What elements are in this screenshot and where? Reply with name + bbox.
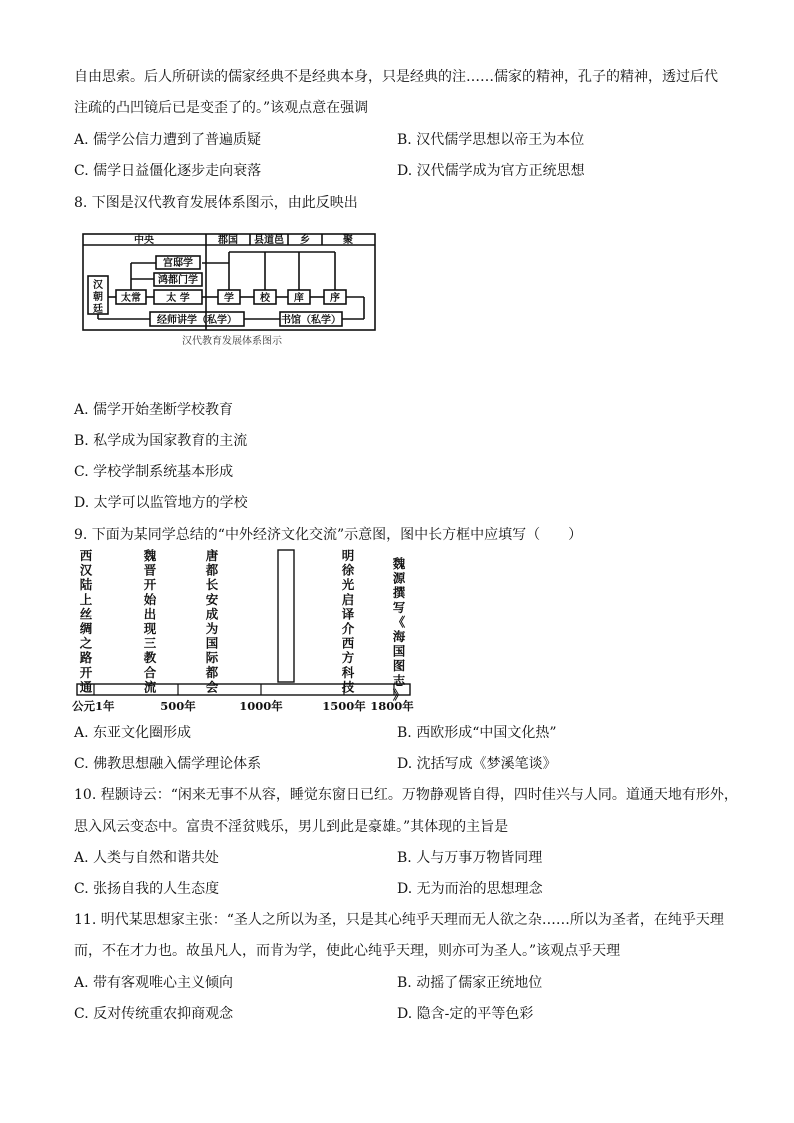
q8-option-a: A. 儒学开始垄断学校教育: [74, 402, 234, 418]
q7-stem-line1: 自由思索。后人所研读的儒家经典不是经典本身，只是经典的注……儒家的精神，孔子的精神，透过后代: [74, 69, 718, 85]
hongdu-label: 鸿都门学: [158, 275, 198, 286]
q7-stem-line2: 注疏的凸凹镜后已是变歪了的。”该观点意在强调: [74, 100, 369, 116]
event-silk-road: 西汉陆上丝绸之路开通: [79, 548, 93, 695]
q10-option-c: C. 张扬自我的人生态度: [74, 881, 220, 897]
local-xiao-label: 校: [260, 293, 270, 304]
emperor-char-3: 廷: [93, 304, 103, 315]
q10-stem-line1: 10. 程颢诗云：“闲来无事不从容，睡觉东窗日已红。万物静观皆自得，四时佳兴与人同。道通天地有形外，: [74, 787, 738, 803]
q9-option-a: A. 东亚文化圈形成: [74, 725, 192, 741]
q7-option-d: D. 汉代儒学成为官方正统思想: [397, 163, 585, 179]
tick-1500: 1500年: [322, 699, 366, 713]
education-system-diagram: [82, 232, 378, 348]
tick-1ad: 公元1年: [72, 699, 115, 713]
header-township: 乡: [300, 235, 310, 246]
q10-option-d: D. 无为而治的思想理念: [397, 881, 543, 897]
q10-option-a: A. 人类与自然和谐共处: [74, 850, 220, 866]
jingshi-label: 经师讲学（私学）: [157, 315, 237, 326]
local-xue-label: 学: [224, 293, 234, 304]
q7-option-b: B. 汉代儒学思想以帝王为本位: [397, 132, 585, 148]
q11-stem-line2: 而，不在才力也。故虽凡人，而肯为学，使此心纯乎天理，则亦可为圣人。”该观点乎天理: [74, 943, 621, 959]
tick-1000: 1000年: [239, 699, 283, 713]
emperor-char-2: 朝: [93, 292, 103, 303]
header-village: 聚: [343, 235, 353, 246]
q8-option-c: C. 学校学制系统基本形成: [74, 464, 234, 480]
event-changan: 唐都长安成为国际都会: [205, 548, 219, 695]
q11-option-d: D. 隐含-定的平等色彩: [397, 1006, 534, 1022]
q10-stem-line2: 思入风云变态中。富贵不淫贫贱乐，男儿到此是豪雄。”其体现的主旨是: [74, 819, 509, 835]
timeline-bar: [77, 684, 410, 695]
q9-option-b: B. 西欧形成“中国文化热”: [397, 725, 557, 741]
tick-500: 500年: [160, 699, 196, 713]
q11-option-b: B. 动摇了儒家正统地位: [397, 975, 543, 991]
taichang-label: 太常: [121, 293, 141, 304]
q11-stem-line1: 11. 明代某思想家主张：“圣人之所以为圣，只是其心纯乎天理而无人欲之杂……所以为圣者，在纯乎天理: [74, 912, 724, 928]
event-three-teachings: 魏晋开始出现三教合流: [143, 548, 157, 695]
q8-option-d: D. 太学可以监管地方的学校: [74, 495, 248, 511]
answer-blank-box: [278, 550, 294, 682]
header-county: 县道邑: [254, 235, 284, 246]
q11-option-a: A. 带有客观唯心主义倾向: [74, 975, 234, 991]
q9-stem: 9. 下面为某同学总结的“中外经济文化交流”示意图，图中长方框中应填写（ ）: [74, 527, 583, 543]
local-xu-label: 序: [330, 293, 340, 304]
local-xiang-label: 庠: [294, 293, 304, 304]
header-central: 中央: [134, 235, 154, 246]
q10-option-b: B. 人与万事万物皆同理: [397, 850, 543, 866]
q8-stem: 8. 下图是汉代教育发展体系图示，由此反映出: [74, 195, 358, 211]
emperor-char-1: 汉: [93, 280, 103, 291]
q9-option-d: D. 沈括写成《梦溪笔谈》: [397, 756, 557, 772]
header-prefecture: 郡国: [218, 235, 238, 246]
tick-1800: 1800年: [370, 699, 414, 713]
q8-option-b: B. 私学成为国家教育的主流: [74, 433, 248, 449]
q11-option-c: C. 反对传统重农抑商观念: [74, 1006, 234, 1022]
event-xu-guangqi: 明徐光启译介西方科技: [341, 548, 355, 695]
q7-option-a: A. 儒学公信力遭到了普遍质疑: [74, 132, 262, 148]
diagram-caption: 汉代教育发展体系图示: [182, 336, 282, 347]
q9-option-c: C. 佛教思想融入儒学理论体系: [74, 756, 262, 772]
taixue-label: 太 学: [166, 293, 190, 304]
event-wei-yuan: 魏源撰写《海国图志》: [392, 556, 406, 703]
gongdi-label: 宫邸学: [163, 258, 193, 269]
shuguan-label: 书馆（私学）: [281, 315, 341, 326]
q7-option-c: C. 儒学日益僵化逐步走向衰落: [74, 163, 262, 179]
exchange-timeline: [72, 548, 416, 716]
